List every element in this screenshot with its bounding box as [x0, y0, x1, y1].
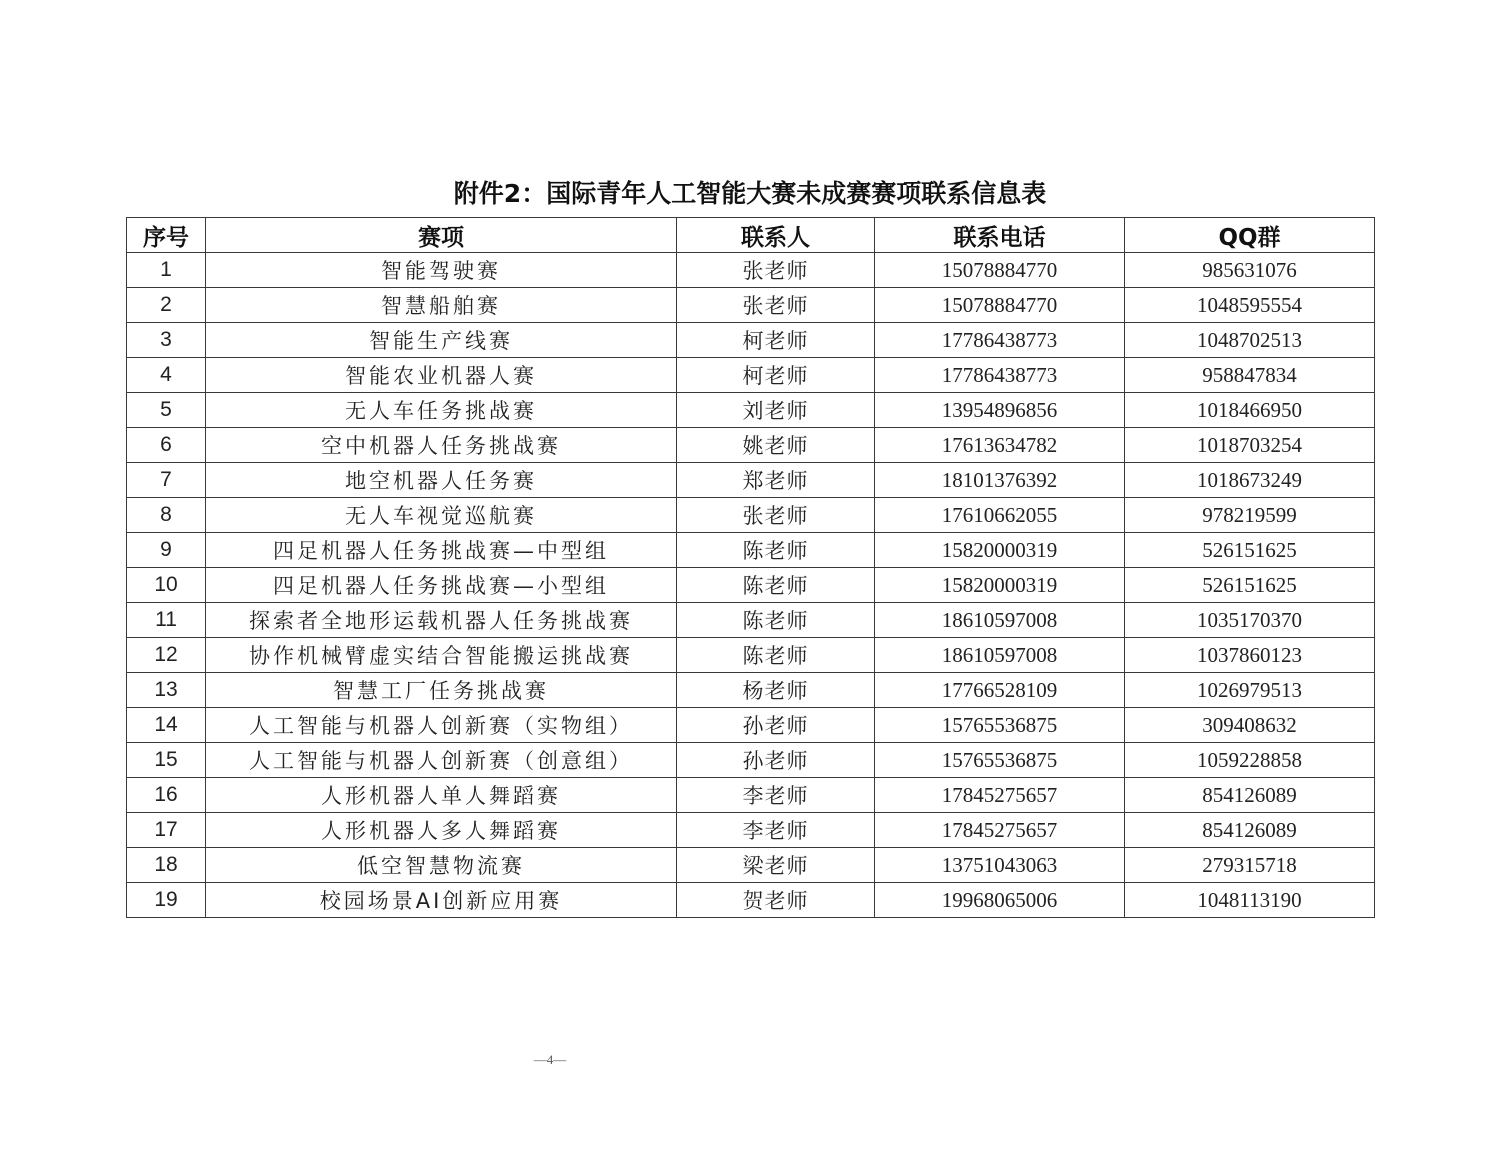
cell-no: 10 — [127, 568, 206, 603]
table-body — [127, 253, 1375, 918]
table-row — [127, 568, 1375, 603]
cell-phone: 15820000319 — [875, 568, 1125, 603]
cell-no: 19 — [127, 883, 206, 918]
cell-event: 智能农业机器人赛 — [206, 358, 677, 393]
cell-contact: 郑老师 — [677, 463, 875, 498]
cell-contact: 张老师 — [677, 288, 875, 323]
table-row — [127, 498, 1375, 533]
cell-contact: 陈老师 — [677, 638, 875, 673]
cell-qq: 1048113190 — [1125, 883, 1375, 918]
table-header-row — [127, 218, 1375, 253]
cell-no: 9 — [127, 533, 206, 568]
cell-qq: 854126089 — [1125, 778, 1375, 813]
cell-phone: 13954896856 — [875, 393, 1125, 428]
cell-event: 地空机器人任务赛 — [206, 463, 677, 498]
cell-qq: 526151625 — [1125, 568, 1375, 603]
cell-contact: 陈老师 — [677, 533, 875, 568]
header-qq: QQ群 — [1125, 218, 1375, 253]
cell-contact: 李老师 — [677, 813, 875, 848]
table-row — [127, 813, 1375, 848]
cell-phone: 15765536875 — [875, 743, 1125, 778]
cell-event: 人工智能与机器人创新赛（创意组） — [206, 743, 677, 778]
cell-event: 无人车视觉巡航赛 — [206, 498, 677, 533]
cell-phone: 17610662055 — [875, 498, 1125, 533]
cell-event: 四足机器人任务挑战赛—中型组 — [206, 533, 677, 568]
cell-phone: 17845275657 — [875, 778, 1125, 813]
cell-phone: 17766528109 — [875, 673, 1125, 708]
cell-event: 四足机器人任务挑战赛—小型组 — [206, 568, 677, 603]
cell-qq: 1059228858 — [1125, 743, 1375, 778]
cell-contact: 杨老师 — [677, 673, 875, 708]
table-row — [127, 323, 1375, 358]
cell-contact: 李老师 — [677, 778, 875, 813]
cell-no: 12 — [127, 638, 206, 673]
cell-phone: 17613634782 — [875, 428, 1125, 463]
cell-contact: 姚老师 — [677, 428, 875, 463]
cell-event: 人形机器人单人舞蹈赛 — [206, 778, 677, 813]
cell-contact: 陈老师 — [677, 603, 875, 638]
table-row — [127, 778, 1375, 813]
cell-qq: 1026979513 — [1125, 673, 1375, 708]
cell-event: 探索者全地形运载机器人任务挑战赛 — [206, 603, 677, 638]
contact-info-table — [126, 217, 1375, 918]
cell-no: 6 — [127, 428, 206, 463]
table-row — [127, 883, 1375, 918]
cell-qq: 1018673249 — [1125, 463, 1375, 498]
cell-no: 2 — [127, 288, 206, 323]
cell-qq: 1018466950 — [1125, 393, 1375, 428]
cell-phone: 18610597008 — [875, 603, 1125, 638]
cell-event: 智慧工厂任务挑战赛 — [206, 673, 677, 708]
cell-no: 4 — [127, 358, 206, 393]
cell-contact: 梁老师 — [677, 848, 875, 883]
cell-qq: 1048702513 — [1125, 323, 1375, 358]
cell-event: 人工智能与机器人创新赛（实物组） — [206, 708, 677, 743]
header-phone: 联系电话 — [875, 218, 1125, 253]
table-row — [127, 253, 1375, 288]
cell-qq: 1048595554 — [1125, 288, 1375, 323]
cell-no: 1 — [127, 253, 206, 288]
cell-phone: 15078884770 — [875, 288, 1125, 323]
cell-event: 校园场景AI创新应用赛 — [206, 883, 677, 918]
cell-event: 协作机械臂虚实结合智能搬运挑战赛 — [206, 638, 677, 673]
cell-no: 5 — [127, 393, 206, 428]
table-row — [127, 638, 1375, 673]
table-row — [127, 428, 1375, 463]
cell-no: 17 — [127, 813, 206, 848]
cell-contact: 陈老师 — [677, 568, 875, 603]
cell-no: 15 — [127, 743, 206, 778]
cell-contact: 孙老师 — [677, 708, 875, 743]
header-event: 赛项 — [206, 218, 677, 253]
cell-no: 13 — [127, 673, 206, 708]
cell-qq: 1018703254 — [1125, 428, 1375, 463]
cell-phone: 19968065006 — [875, 883, 1125, 918]
cell-contact: 孙老师 — [677, 743, 875, 778]
cell-qq: 526151625 — [1125, 533, 1375, 568]
table-row — [127, 358, 1375, 393]
table-row — [127, 673, 1375, 708]
page-number: —4— — [533, 1052, 567, 1067]
cell-phone: 17845275657 — [875, 813, 1125, 848]
cell-event: 智能驾驶赛 — [206, 253, 677, 288]
cell-phone: 18101376392 — [875, 463, 1125, 498]
document-title: 附件2：国际青年人工智能大赛未成赛赛项联系信息表 — [453, 179, 1047, 208]
cell-no: 11 — [127, 603, 206, 638]
cell-contact: 贺老师 — [677, 883, 875, 918]
cell-qq: 1037860123 — [1125, 638, 1375, 673]
cell-phone: 15078884770 — [875, 253, 1125, 288]
cell-event: 智能生产线赛 — [206, 323, 677, 358]
cell-qq: 1035170370 — [1125, 603, 1375, 638]
table-row — [127, 848, 1375, 883]
cell-qq: 985631076 — [1125, 253, 1375, 288]
cell-contact: 柯老师 — [677, 358, 875, 393]
cell-no: 14 — [127, 708, 206, 743]
cell-qq: 978219599 — [1125, 498, 1375, 533]
cell-event: 无人车任务挑战赛 — [206, 393, 677, 428]
cell-contact: 张老师 — [677, 498, 875, 533]
table-row — [127, 463, 1375, 498]
cell-contact: 张老师 — [677, 253, 875, 288]
cell-phone: 18610597008 — [875, 638, 1125, 673]
cell-qq: 309408632 — [1125, 708, 1375, 743]
cell-phone: 15820000319 — [875, 533, 1125, 568]
cell-qq: 958847834 — [1125, 358, 1375, 393]
cell-event: 空中机器人任务挑战赛 — [206, 428, 677, 463]
header-contact: 联系人 — [677, 218, 875, 253]
cell-event: 人形机器人多人舞蹈赛 — [206, 813, 677, 848]
cell-contact: 刘老师 — [677, 393, 875, 428]
cell-qq: 854126089 — [1125, 813, 1375, 848]
table-row — [127, 603, 1375, 638]
cell-no: 7 — [127, 463, 206, 498]
cell-no: 3 — [127, 323, 206, 358]
cell-event: 智慧船舶赛 — [206, 288, 677, 323]
table-row — [127, 743, 1375, 778]
table-row — [127, 533, 1375, 568]
cell-phone: 15765536875 — [875, 708, 1125, 743]
cell-contact: 柯老师 — [677, 323, 875, 358]
table-row — [127, 708, 1375, 743]
cell-qq: 279315718 — [1125, 848, 1375, 883]
table-row — [127, 288, 1375, 323]
cell-no: 18 — [127, 848, 206, 883]
cell-event: 低空智慧物流赛 — [206, 848, 677, 883]
cell-phone: 17786438773 — [875, 358, 1125, 393]
cell-phone: 17786438773 — [875, 323, 1125, 358]
cell-no: 16 — [127, 778, 206, 813]
table-row — [127, 393, 1375, 428]
header-no: 序号 — [127, 218, 206, 253]
cell-phone: 13751043063 — [875, 848, 1125, 883]
cell-no: 8 — [127, 498, 206, 533]
